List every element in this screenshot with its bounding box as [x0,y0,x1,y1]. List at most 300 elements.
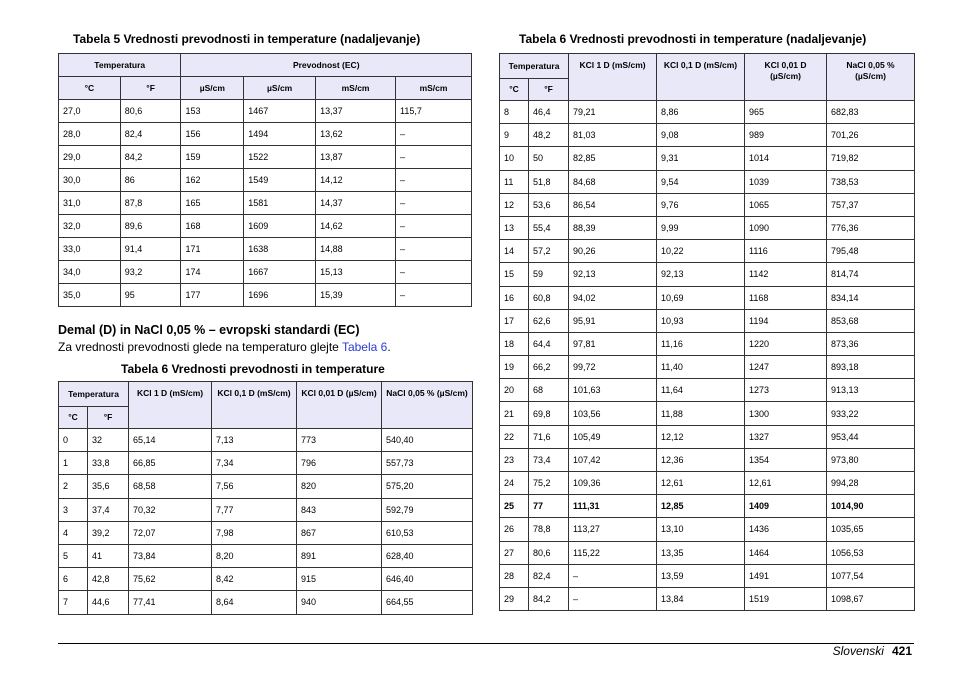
table-cell: 575,20 [382,475,473,498]
table-cell: 14,12 [316,169,396,192]
table-cell: 834,14 [827,286,915,309]
table-row [59,429,473,452]
table-row [59,215,472,238]
table-cell: 814,74 [827,263,915,286]
table-cell: 23 [500,448,529,471]
table-row [500,147,915,170]
table-cell: 940 [297,591,382,614]
table-cell: 1247 [745,356,827,379]
table-cell: 81,03 [569,124,657,147]
table-cell: 15 [500,263,529,286]
table-cell: 71,6 [529,425,569,448]
table-cell: 92,13 [657,263,745,286]
table-cell: 9,99 [657,216,745,239]
table-cell: 540,40 [382,429,473,452]
table-cell: 1090 [745,216,827,239]
table-row [500,309,915,332]
table-cell: 14,62 [316,215,396,238]
table-cell: 87,8 [120,192,181,215]
table-cell: 1667 [244,261,316,284]
table-cell: 1464 [745,541,827,564]
table-cell: 22 [500,425,529,448]
table-cell: 14,37 [316,192,396,215]
table-cell: 64,4 [529,332,569,355]
table-cell: 1354 [745,448,827,471]
table-cell: 757,37 [827,193,915,216]
table-cell: 46,4 [529,101,569,124]
table-cell: 913,13 [827,379,915,402]
table-row [500,402,915,425]
table-row [59,591,473,614]
table-cell: 1077,54 [827,564,915,587]
table-cell: 13,10 [657,518,745,541]
table5-caption: Tabela 5 Vrednosti prevodnosti in temperature (nadaljevanje) [73,32,421,46]
table-cell: 7,56 [212,475,297,498]
table-cell: 171 [181,238,244,261]
table-cell: 95 [120,284,181,307]
table-row [59,498,473,521]
table-cell: 77,41 [129,591,212,614]
table-cell: 37,4 [88,498,129,521]
table-cell: 103,56 [569,402,657,425]
table-cell: 93,2 [120,261,181,284]
t6a-header-kcl1: KCl 1 D (mS/cm) [129,382,212,429]
table-row [59,123,472,146]
table-cell: 26 [500,518,529,541]
table-cell: 27,0 [59,100,121,123]
table-row [59,261,472,284]
table-cell: 13,59 [657,564,745,587]
table-cell: 9,08 [657,124,745,147]
t6b-header-nacl: NaCl 0,05 % (µS/cm) [827,54,915,101]
table-cell: 31,0 [59,192,121,215]
table-cell: 59 [529,263,569,286]
t6a-header-kcl01: KCl 0,1 D (mS/cm) [212,382,297,429]
table-cell: 989 [745,124,827,147]
t5-unit: µS/cm [181,77,244,100]
t5-header-conductivity: Prevodnost (EC) [181,54,472,77]
table-cell: 27 [500,541,529,564]
table-cell: 2 [59,475,88,498]
table-cell: 7,34 [212,452,297,475]
table-cell: 592,79 [382,498,473,521]
table-row [59,452,473,475]
section-text-after: . [387,340,391,354]
table-cell: 610,53 [382,521,473,544]
table-cell: 1581 [244,192,316,215]
table-cell: 853,68 [827,309,915,332]
table-cell: 16 [500,286,529,309]
table6-part2 [499,53,915,611]
table-cell: 89,6 [120,215,181,238]
table-cell: – [396,215,472,238]
table5 [58,53,472,307]
table-cell: 15,13 [316,261,396,284]
table-cell: 3 [59,498,88,521]
table-cell: 13,62 [316,123,396,146]
table-cell: 1327 [745,425,827,448]
table-cell: 65,14 [129,429,212,452]
table-cell: 1065 [745,193,827,216]
table-cell: 33,0 [59,238,121,261]
table-cell: 35,0 [59,284,121,307]
table-row [59,284,472,307]
table-cell: 18 [500,332,529,355]
t5-unit: mS/cm [316,77,396,100]
table-cell: 73,84 [129,544,212,567]
table-cell: 557,73 [382,452,473,475]
table-cell: 32 [88,429,129,452]
table-cell: 795,48 [827,240,915,263]
table-cell: 1549 [244,169,316,192]
table-cell: 915 [297,568,382,591]
t5-unit: °F [120,77,181,100]
t6a-header-temperature: Temperatura [59,382,129,407]
table-cell: 1014,90 [827,495,915,518]
table-cell: 78,8 [529,518,569,541]
table-cell: 1014 [745,147,827,170]
table-cell: 15,39 [316,284,396,307]
table-cell: 41 [88,544,129,567]
table-cell: 115,22 [569,541,657,564]
table-cell: 796 [297,452,382,475]
table-cell: 55,4 [529,216,569,239]
table-cell: 9,76 [657,193,745,216]
table6-part2-body [500,101,915,611]
table-cell: 75,2 [529,472,569,495]
table-cell: 1 [59,452,88,475]
table-row [500,240,915,263]
table-row [500,263,915,286]
table-cell: 9,31 [657,147,745,170]
table-cell: 1519 [745,587,827,610]
table-cell: 682,83 [827,101,915,124]
table-cell: 7,77 [212,498,297,521]
table-cell: 29 [500,587,529,610]
table-cell: 11,88 [657,402,745,425]
table-row [500,564,915,587]
table-cell: – [396,192,472,215]
table-cell: 9 [500,124,529,147]
table-cell: 11,16 [657,332,745,355]
table-cell: 1116 [745,240,827,263]
t6a-unit-c: °C [59,407,88,429]
table-cell: 50 [529,147,569,170]
table-cell: 5 [59,544,88,567]
table6-cont-caption: Tabela 6 Vrednosti prevodnosti in temperature (nadaljevanje) [519,32,867,46]
table-cell: 1409 [745,495,827,518]
table-cell: 893,18 [827,356,915,379]
table-cell: 107,42 [569,448,657,471]
table-cell: 75,62 [129,568,212,591]
table-cell: 11,40 [657,356,745,379]
table-cell: 873,36 [827,332,915,355]
table-row [500,193,915,216]
table-cell: 1056,53 [827,541,915,564]
table-row [59,100,472,123]
table-cell: 72,07 [129,521,212,544]
table-cell: 12,12 [657,425,745,448]
table-row [59,192,472,215]
table-cell: 973,80 [827,448,915,471]
table-cell: 92,13 [569,263,657,286]
table-cell: – [396,123,472,146]
t6a-header-kcl001: KCl 0,01 D (µS/cm) [297,382,382,429]
table-cell: 60,8 [529,286,569,309]
table-cell: 1168 [745,286,827,309]
t6b-header-kcl001: KCl 0,01 D (µS/cm) [745,54,827,101]
table-cell: 8,42 [212,568,297,591]
section-text [58,340,391,354]
table-cell: 97,81 [569,332,657,355]
table-cell: 14,88 [316,238,396,261]
t5-unit: °C [59,77,121,100]
table-cell: 1491 [745,564,827,587]
table-cell: 32,0 [59,215,121,238]
t6b-header-temperature: Temperatura [500,54,569,79]
table-row [500,101,915,124]
table-cell: 664,55 [382,591,473,614]
table-cell: 7 [59,591,88,614]
table-cell: 867 [297,521,382,544]
table-row [500,495,915,518]
table-cell: 14 [500,240,529,263]
table-cell: 994,28 [827,472,915,495]
table-cell: 35,6 [88,475,129,498]
table-row [500,472,915,495]
table-cell: 7,13 [212,429,297,452]
table-cell: 13,87 [316,146,396,169]
table-cell: 105,49 [569,425,657,448]
table-cell: 1494 [244,123,316,146]
table-cell: 13 [500,216,529,239]
table-cell: 86,54 [569,193,657,216]
table-cell: 891 [297,544,382,567]
table-cell: 111,31 [569,495,657,518]
table6-caption: Tabela 6 Vrednosti prevodnosti in temperature [121,362,385,376]
table-cell: 84,2 [120,146,181,169]
table-cell: 29,0 [59,146,121,169]
table-cell: 95,91 [569,309,657,332]
t5-header-temperature: Temperatura [59,54,181,77]
page-number: 421 [891,644,912,658]
table-cell: 109,36 [569,472,657,495]
table-cell: 113,27 [569,518,657,541]
table-cell: 24 [500,472,529,495]
table-cell: 174 [181,261,244,284]
table-row [500,170,915,193]
table-row [59,169,472,192]
table-cell: 177 [181,284,244,307]
table-cell: 101,63 [569,379,657,402]
table-cell: 12,61 [745,472,827,495]
table-cell: 13,84 [657,587,745,610]
table-row [500,124,915,147]
table-cell: 8 [500,101,529,124]
table-cell: 17 [500,309,529,332]
footer-rule [58,643,914,644]
table-cell: 1300 [745,402,827,425]
table-cell: 84,68 [569,170,657,193]
table-cell: 953,44 [827,425,915,448]
table-cell: 82,85 [569,147,657,170]
table-cell: 933,22 [827,402,915,425]
table-row [59,568,473,591]
table-cell: – [396,238,472,261]
table-row [500,379,915,402]
table-row [500,216,915,239]
table-row [59,238,472,261]
table-cell: 8,64 [212,591,297,614]
table-cell: – [396,169,472,192]
table-row [500,448,915,471]
tabela6-link[interactable]: Tabela 6 [341,340,388,354]
table-cell: 12,85 [657,495,745,518]
table-cell: 82,4 [529,564,569,587]
table-cell: 1638 [244,238,316,261]
t6b-header-kcl01: KCl 0,1 D (mS/cm) [657,54,745,101]
table-cell: 701,26 [827,124,915,147]
table-row [500,518,915,541]
table-cell: 1696 [244,284,316,307]
table-cell: 156 [181,123,244,146]
t5-unit: mS/cm [396,77,472,100]
table-cell: 19 [500,356,529,379]
table-cell: 88,39 [569,216,657,239]
table-cell: 10 [500,147,529,170]
table5-body [59,100,472,307]
table-cell: 8,86 [657,101,745,124]
table-cell: 1467 [244,100,316,123]
table-cell: 70,32 [129,498,212,521]
table-row [59,544,473,567]
table-cell: 165 [181,192,244,215]
table-cell: – [396,146,472,169]
t6b-unit-f: °F [529,79,569,101]
table-cell: 1039 [745,170,827,193]
table-cell: 646,40 [382,568,473,591]
table-cell: 90,26 [569,240,657,263]
table-cell: 84,2 [529,587,569,610]
table-row [59,475,473,498]
table-cell: 115,7 [396,100,472,123]
table-row [500,356,915,379]
table-cell: 13,35 [657,541,745,564]
table-cell: 53,6 [529,193,569,216]
table-cell: 62,6 [529,309,569,332]
table-cell: 12,61 [657,472,745,495]
table-cell: 1436 [745,518,827,541]
table-cell: 79,21 [569,101,657,124]
table-cell: 68 [529,379,569,402]
table-cell: 44,6 [88,591,129,614]
table-row [59,521,473,544]
t6a-header-nacl: NaCl 0,05 % (µS/cm) [382,382,473,429]
table-cell: 9,54 [657,170,745,193]
table-cell: 628,40 [382,544,473,567]
table-cell: 25 [500,495,529,518]
table-cell: 42,8 [88,568,129,591]
t6b-unit-c: °C [500,79,529,101]
table-row [500,286,915,309]
table-cell: 28,0 [59,123,121,146]
table-cell: – [569,564,657,587]
table-cell: 168 [181,215,244,238]
table-cell: – [396,284,472,307]
section-heading: Demal (D) in NaCl 0,05 % – evropski standardi (EC) [58,323,360,337]
table-cell: 1220 [745,332,827,355]
table-cell: 1035,65 [827,518,915,541]
table-cell: 12 [500,193,529,216]
table-cell: 10,69 [657,286,745,309]
table-cell: 66,2 [529,356,569,379]
table-cell: 1522 [244,146,316,169]
table-row [500,425,915,448]
table-row [59,146,472,169]
table-row [500,541,915,564]
t6a-unit-f: °F [88,407,129,429]
table-cell: 153 [181,100,244,123]
table-cell: 12,36 [657,448,745,471]
table-cell: 21 [500,402,529,425]
table-cell: 20 [500,379,529,402]
section-text-before: Za vrednosti prevodnosti glede na temperaturo glejte [58,340,342,354]
table6-part1 [58,381,473,615]
table-cell: 719,82 [827,147,915,170]
table-cell: 843 [297,498,382,521]
table-cell: 4 [59,521,88,544]
table-cell: 776,36 [827,216,915,239]
table-cell: 68,58 [129,475,212,498]
table-row [500,332,915,355]
table-cell: 57,2 [529,240,569,263]
table-cell: 33,8 [88,452,129,475]
table-cell: 773 [297,429,382,452]
table-cell: 965 [745,101,827,124]
table-cell: 51,8 [529,170,569,193]
page-footer [833,644,912,658]
table6-part1-body [59,429,473,615]
table-cell: 48,2 [529,124,569,147]
table-cell: – [396,261,472,284]
table-row [500,587,915,610]
table-cell: 82,4 [120,123,181,146]
table-cell: 99,72 [569,356,657,379]
table-cell: 94,02 [569,286,657,309]
table-cell: – [569,587,657,610]
table-cell: 39,2 [88,521,129,544]
table-cell: 159 [181,146,244,169]
table-cell: 162 [181,169,244,192]
table-cell: 1098,67 [827,587,915,610]
table-cell: 86 [120,169,181,192]
table-cell: 80,6 [529,541,569,564]
table-cell: 66,85 [129,452,212,475]
table-cell: 10,93 [657,309,745,332]
table-cell: 1609 [244,215,316,238]
table-cell: 8,20 [212,544,297,567]
table-cell: 69,8 [529,402,569,425]
table-cell: 11,64 [657,379,745,402]
table-cell: 1273 [745,379,827,402]
table-cell: 6 [59,568,88,591]
table-cell: 7,98 [212,521,297,544]
footer-language: Slovenski [832,644,884,658]
table-cell: 73,4 [529,448,569,471]
table-cell: 13,37 [316,100,396,123]
table-cell: 1194 [745,309,827,332]
table-cell: 77 [529,495,569,518]
